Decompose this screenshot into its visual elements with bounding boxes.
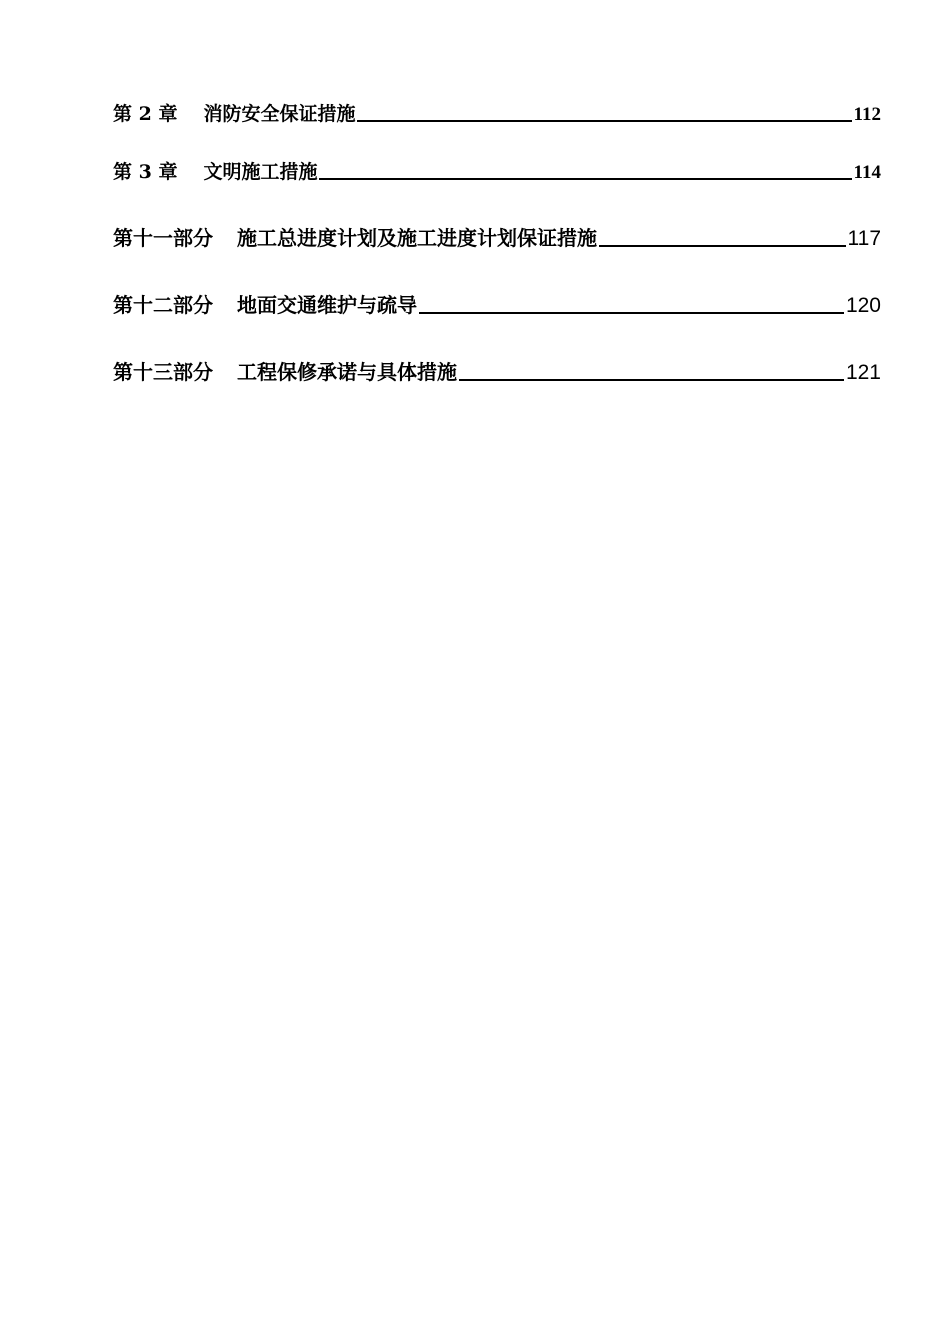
toc-entry-label: 第十一部分 (113, 226, 213, 250)
toc-entry-title: 消防安全保证措施 (203, 103, 356, 125)
toc-leader-line (599, 245, 846, 247)
toc-entry-label: 第 2 章 (113, 103, 178, 125)
toc-entry-part-12[interactable] (113, 282, 881, 318)
toc-leader-line (357, 120, 851, 122)
toc-page-number: 117 (847, 227, 881, 250)
toc-entry-chapter-3[interactable] (113, 150, 881, 184)
toc-page-number: 112 (853, 104, 881, 125)
toc-entry-title: 施工总进度计划及施工进度计划保证措施 (237, 226, 597, 250)
toc-page-number: 121 (845, 361, 881, 384)
toc-entry-title: 工程保修承诺与具体措施 (237, 360, 457, 384)
toc-entry-label: 第十三部分 (113, 360, 213, 384)
toc-entry-part-13[interactable] (113, 349, 881, 385)
toc-page-number: 120 (845, 294, 881, 317)
toc-entry-label: 第 3 章 (113, 161, 178, 183)
toc-page-number: 114 (853, 162, 881, 183)
toc-leader-line (319, 178, 851, 180)
toc-entry-part-11[interactable] (113, 215, 881, 251)
toc-leader-line (419, 312, 844, 314)
table-of-contents (113, 92, 881, 385)
toc-entry-label: 第十二部分 (113, 293, 213, 317)
toc-entry-title: 地面交通维护与疏导 (237, 293, 417, 317)
toc-entry-title: 文明施工措施 (203, 161, 318, 183)
toc-leader-line (459, 379, 844, 381)
toc-entry-chapter-2[interactable] (113, 92, 881, 126)
